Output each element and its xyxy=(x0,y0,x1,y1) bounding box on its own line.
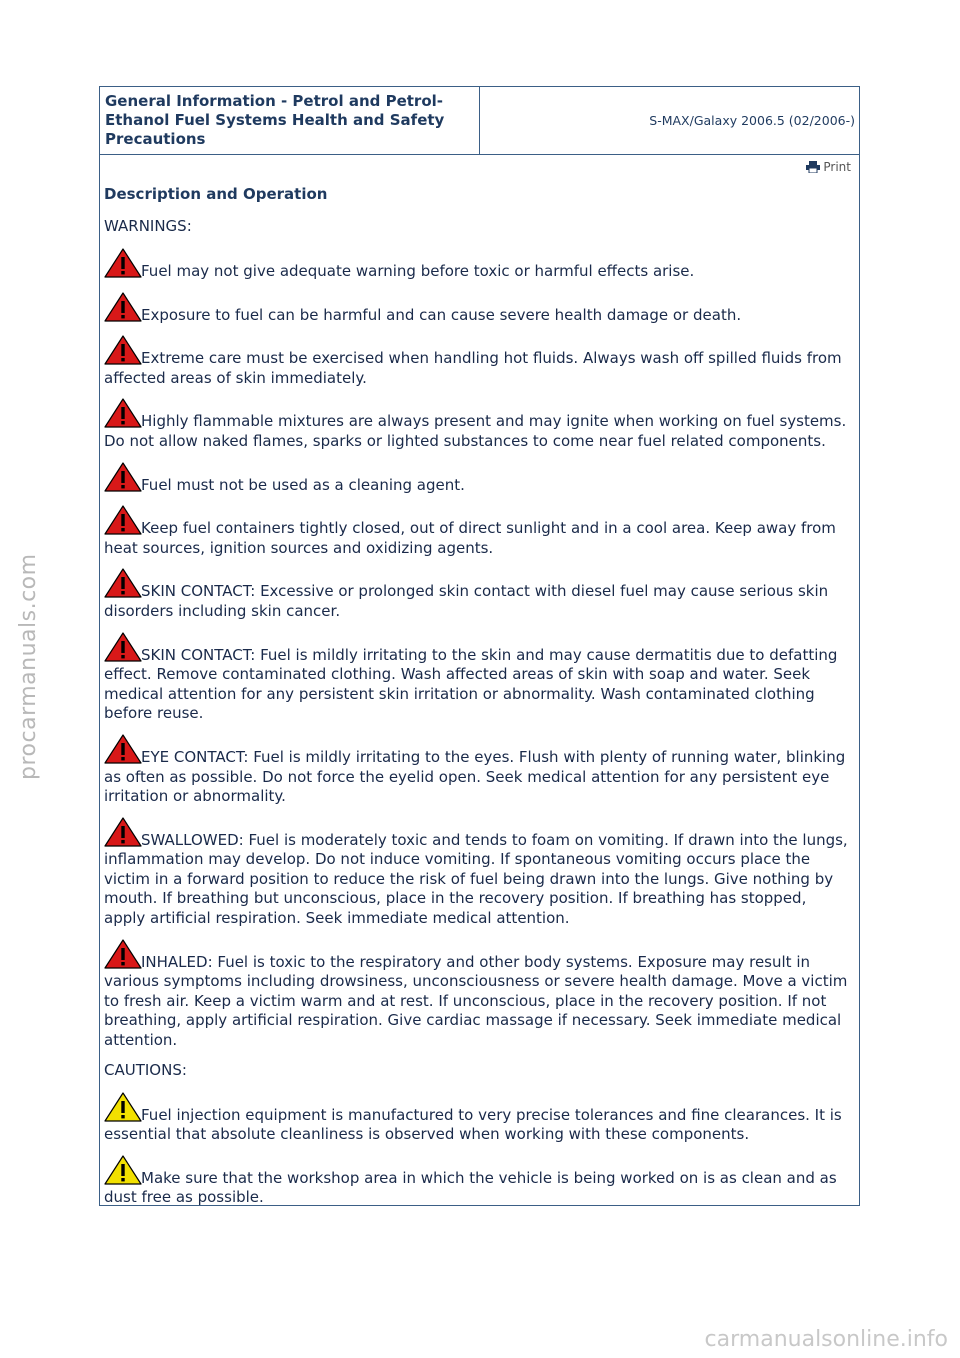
printer-icon xyxy=(806,161,820,173)
warning-triangle-icon xyxy=(104,939,142,969)
warning-item-text: EYE CONTACT: Fuel is mildly irritating to the eyes. Flush with plenty of running water, blinking as often as possible. Do not force the eyelid open. Seek medical attention for any persistent eye irritation or abnormality. xyxy=(104,747,846,806)
caution-item xyxy=(104,1092,849,1145)
vehicle-model: S-MAX/Galaxy 2006.5 (02/2006-) xyxy=(649,113,855,128)
print-label: Print xyxy=(823,160,851,174)
caution-triangle-icon xyxy=(104,1092,142,1122)
warning-triangle-icon xyxy=(104,505,142,535)
warning-triangle-icon xyxy=(104,817,142,847)
bottom-watermark: carmanualsonline.info xyxy=(704,1327,948,1352)
warning-triangle-icon xyxy=(104,568,142,598)
warning-item xyxy=(104,939,849,1051)
page-title-line: Ethanol Fuel Systems Health and Safety xyxy=(105,111,445,129)
warning-item xyxy=(104,817,849,929)
warning-item xyxy=(104,568,849,621)
warning-item-text: SKIN CONTACT: Fuel is mildly irritating to the skin and may cause dermatitis due to defatting effect. Remove contaminated clothing. Wash affected areas of skin with soap and water. Seek medical attention for any persistent skin irritation or abnormality. Wash contaminated clothing before reuse. xyxy=(104,645,838,723)
warning-item xyxy=(104,398,849,451)
caution-item-text: Make sure that the workshop area in which the vehicle is being worked on is as clean and as dust free as possible. xyxy=(104,1168,837,1207)
warnings-list xyxy=(104,248,849,1051)
page-title xyxy=(100,87,480,154)
cautions-label: CAUTIONS: xyxy=(104,1060,187,1079)
warning-item-text: Exposure to fuel can be harmful and can cause severe health damage or death. xyxy=(141,305,742,324)
warning-item-text: SKIN CONTACT: Excessive or prolonged skin contact with diesel fuel may cause serious skin disorders including skin cancer. xyxy=(104,582,829,620)
caution-item xyxy=(104,1155,849,1208)
warning-item xyxy=(104,632,849,724)
warning-item xyxy=(104,248,849,282)
side-watermark: procarmanuals.com xyxy=(16,553,41,780)
document-frame xyxy=(99,86,860,1206)
caution-triangle-icon xyxy=(104,1155,142,1185)
warning-item-text: SWALLOWED: Fuel is moderately toxic and tends to foam on vomiting. If drawn into the lungs, inflammation may develop. Do not induce vomiting. If spontaneous vomiting occurs place the victim in a forward position to reduce the risk of fuel being drawn into the lungs. Give nothing by mouth. If breathing but unconscious, place in the recovery position. If breathing has stopped, apply artificial respiration. Seek immediate medical attention. xyxy=(104,830,848,928)
warning-item-text: Fuel may not give adequate warning before toxic or harmful effects arise. xyxy=(141,262,695,280)
warning-triangle-icon xyxy=(104,248,142,278)
warning-item-text: Extreme care must be exercised when handling hot fluids. Always wash off spilled fluids from affected areas of skin immediately. xyxy=(104,349,842,387)
warning-triangle-icon xyxy=(104,398,142,428)
warnings-label: WARNINGS: xyxy=(104,217,192,235)
section-title: Description and Operation xyxy=(104,185,328,203)
warning-triangle-icon xyxy=(104,734,142,764)
warning-item-text: Keep fuel containers tightly closed, out of direct sunlight and in a cool area. Keep away from heat sources, ignition sources and oxidizing agents. xyxy=(104,519,836,557)
warning-item-text: Highly flammable mixtures are always present and may ignite when working on fuel systems. Do not allow naked flames, sparks or lighted substances to come near fuel related components. xyxy=(104,412,847,450)
warning-triangle-icon xyxy=(104,292,142,322)
page-title-line: Precautions xyxy=(105,130,206,148)
document-header xyxy=(100,87,859,155)
warning-item-text: Fuel must not be used as a cleaning agent. xyxy=(141,475,465,494)
warning-triangle-icon xyxy=(104,335,142,365)
warning-item xyxy=(104,505,849,558)
warning-item xyxy=(104,335,849,388)
warning-triangle-icon xyxy=(104,462,142,492)
print-link[interactable] xyxy=(100,155,859,175)
page-title-line: General Information - Petrol and Petrol- xyxy=(105,92,443,110)
warning-item-text: INHALED: Fuel is toxic to the respiratory and other body systems. Exposure may result in various symptoms including drowsiness, unconsciousness or severe health damage. Move a victim to fresh air. Keep a victim warm and at rest. If unconscious, place in the recovery position. If not breathing, apply artificial respiration. Give cardiac massage if necessary. Seek immediate medical attention. xyxy=(104,952,848,1050)
warning-item xyxy=(104,734,849,807)
caution-item-text: Fuel injection equipment is manufactured to very precise tolerances and fine clearances. It is essential that absolute cleanliness is observed when working with these components. xyxy=(104,1105,842,1144)
warning-triangle-icon xyxy=(104,632,142,662)
cautions-list xyxy=(104,1092,849,1208)
warning-item xyxy=(104,462,849,496)
document-body xyxy=(100,185,859,1208)
warning-item xyxy=(104,292,849,326)
